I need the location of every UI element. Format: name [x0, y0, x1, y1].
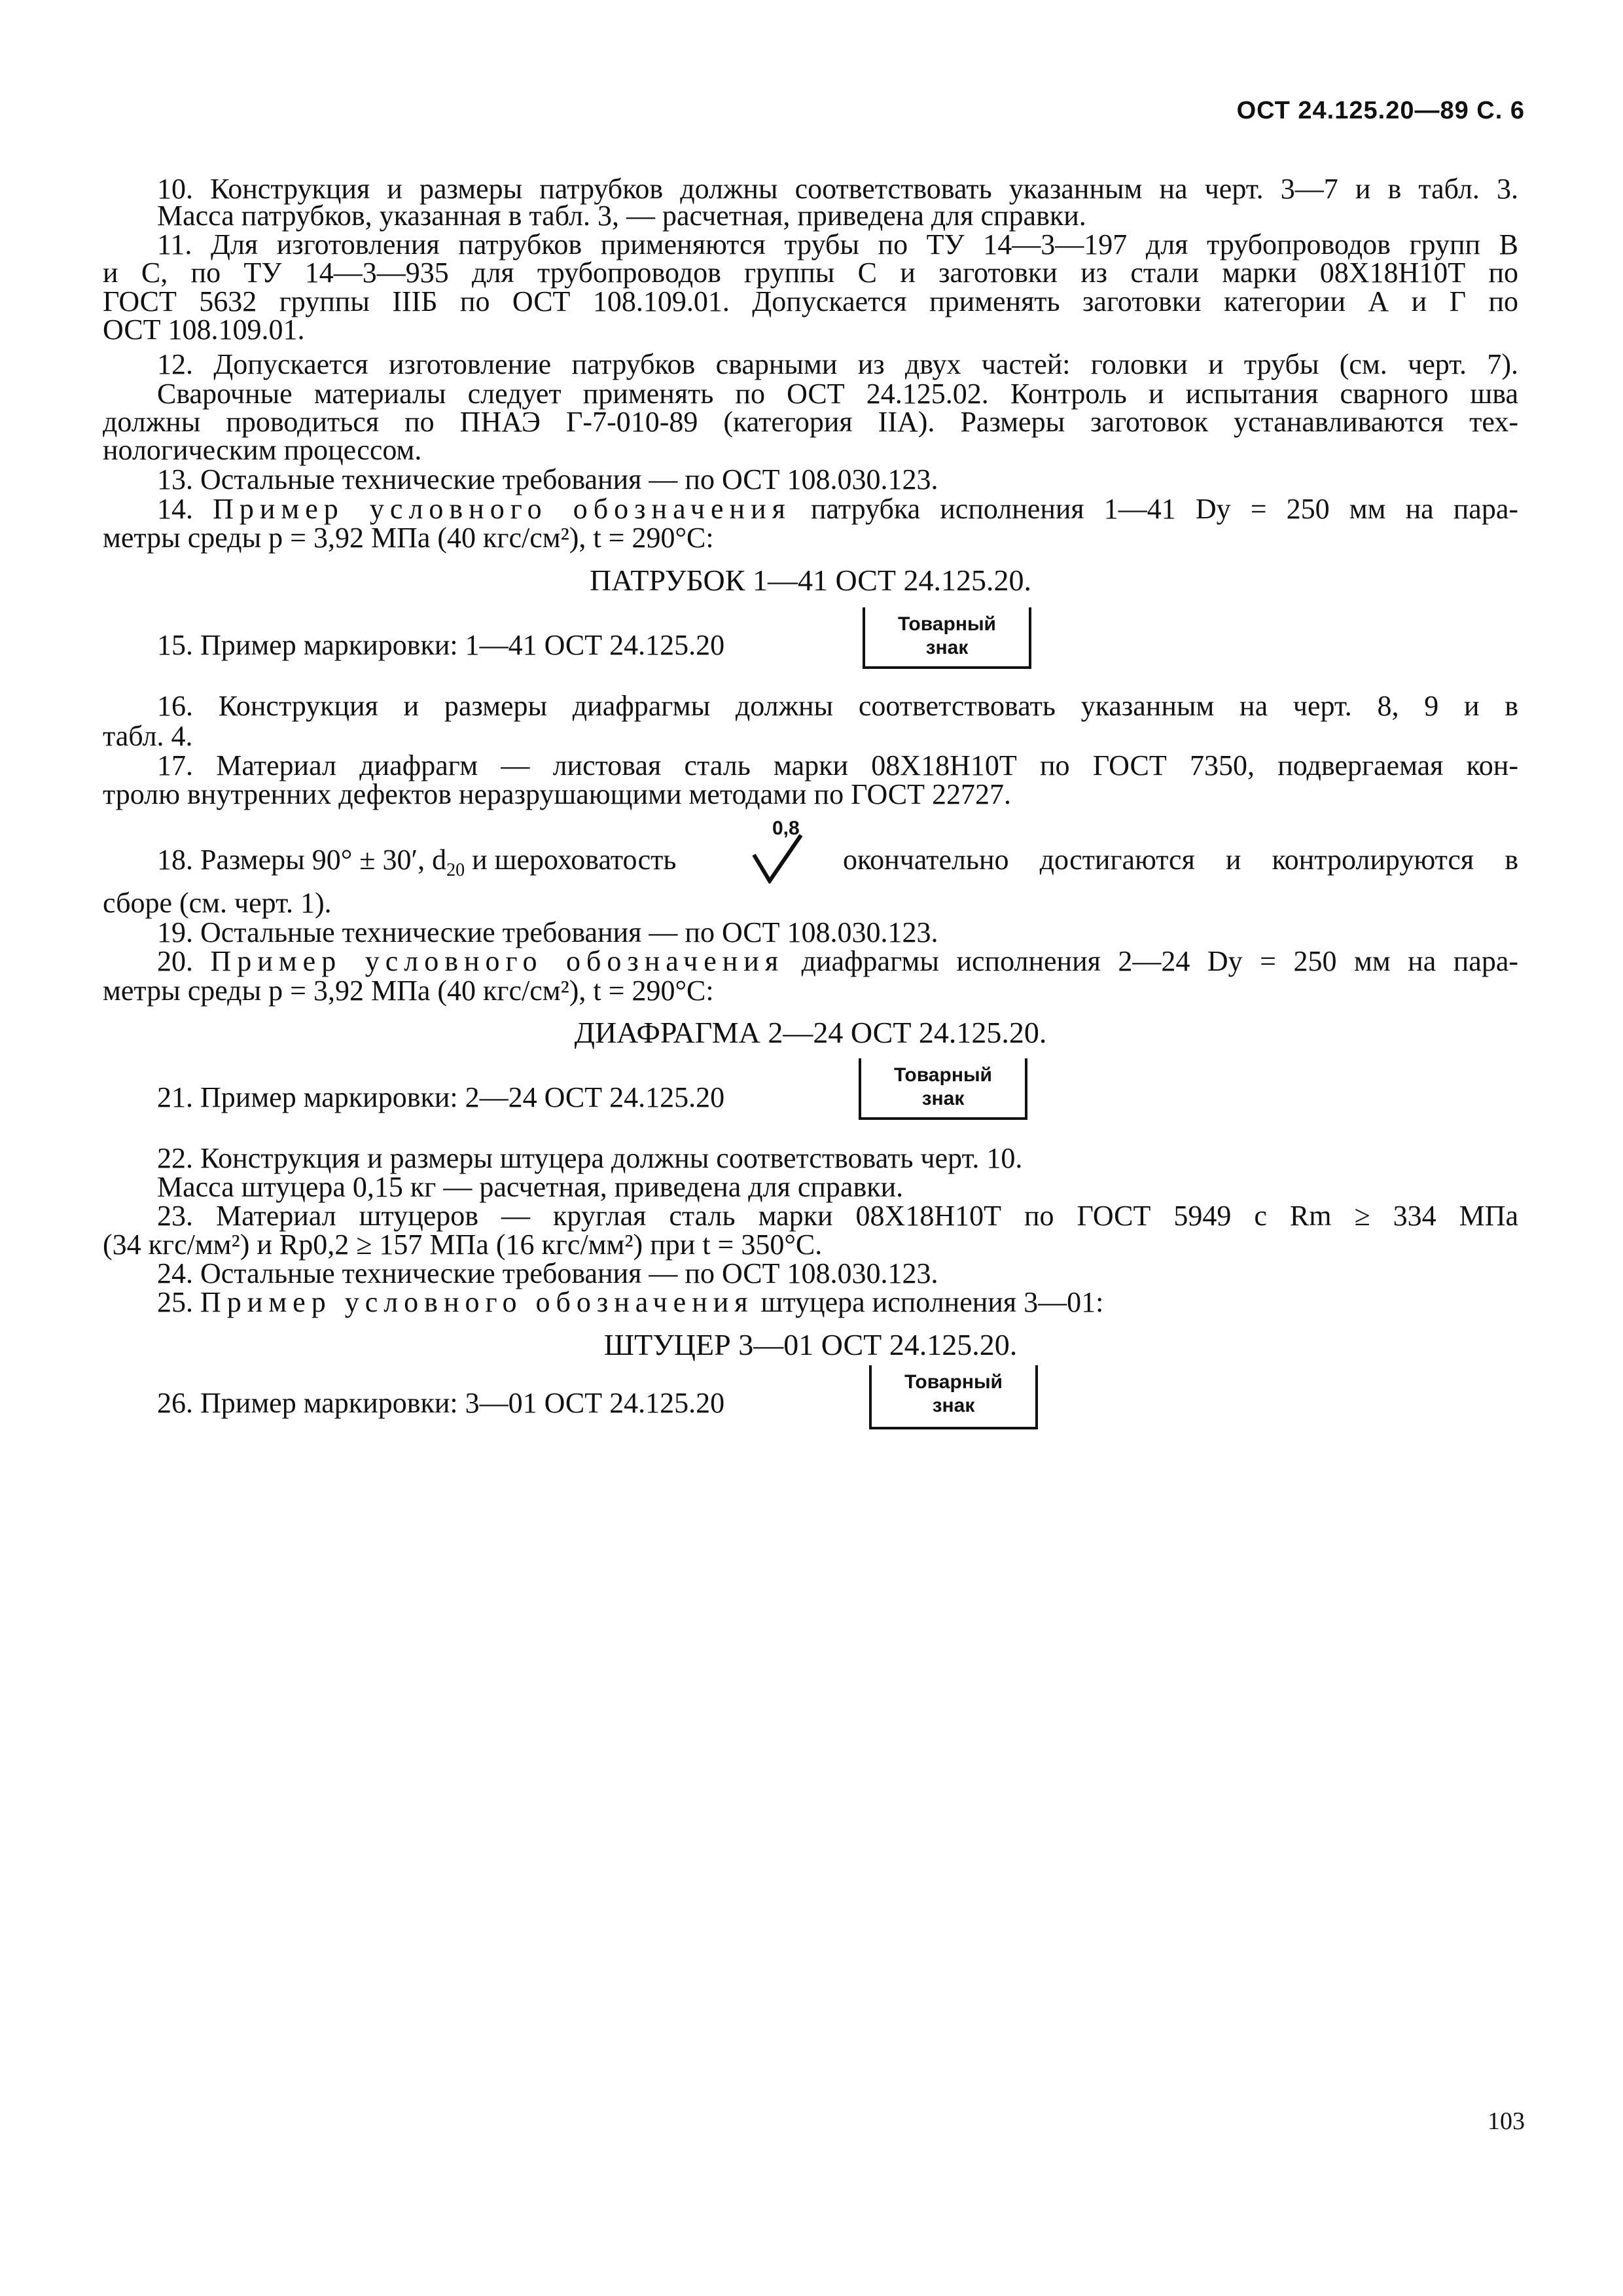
- paragraph-17-line1: 17. Материал диафрагм — листовая сталь марки 08Х18Н10Т по ГОСТ 7350, подвергаемая кон-: [157, 749, 1518, 781]
- paragraph-12-line4: нологическим процессом.: [103, 434, 422, 466]
- paragraph-13: 13. Остальные технические требования — по ОСТ 108.030.123.: [157, 463, 938, 495]
- paragraph-25-number: 25.: [157, 1286, 193, 1318]
- paragraph-11-line3: ГОСТ 5632 группы IIIБ по ОСТ 108.109.01. Допускается применять заготовки категории А и Г по: [103, 285, 1518, 317]
- paragraph-12-line3: должны проводиться по ПНАЭ Г-7-010-89 (категория IIА). Размеры заготовок устанавливаются тех-: [103, 406, 1518, 438]
- paragraph-21: 21. Пример маркировки: 2—24 ОСТ 24.125.20: [157, 1081, 725, 1113]
- paragraph-16-line2: табл. 4.: [103, 720, 193, 752]
- paragraph-20-spaced-text: Пример условного обозначения: [210, 945, 785, 977]
- paragraph-14-line1: [157, 493, 1518, 525]
- paragraph-14-number: 14.: [157, 493, 193, 525]
- paragraph-25: [157, 1287, 1103, 1318]
- trademark-box-2-line2: знак: [921, 1088, 965, 1109]
- designation-shtutser: ШТУЦЕР 3—01 ОСТ 24.125.20.: [603, 1328, 1018, 1361]
- paragraph-16-line1: 16. Конструкция и размеры диафрагмы должны соответствовать указанным на черт. 8, 9 и в: [157, 690, 1518, 722]
- page-number: 103: [1488, 2108, 1525, 2135]
- paragraph-18-line1-part1: [157, 844, 677, 880]
- paragraph-14-rest: патрубка исполнения 1—41 Dу = 250 мм на пара-: [810, 493, 1519, 525]
- paragraph-11-line2: и С, по ТУ 14—3—935 для трубопроводов группы С и заготовки из стали марки 08Х18Н10Т по: [103, 257, 1518, 289]
- paragraph-24: 24. Остальные технические требования — по ОСТ 108.030.123.: [157, 1257, 938, 1289]
- paragraph-12-line2: Сварочные материалы следует применять по ОСТ 24.125.02. Контроль и испытания сварного шва: [157, 378, 1518, 410]
- paragraph-14-line2: метры среды p = 3,92 МПа (40 кгс/см²), t = 290°C:: [103, 522, 714, 554]
- paragraph-18-text-a: 18. Размеры 90° ± 30′, d: [157, 844, 447, 876]
- trademark-box-2-line1: Товарный: [894, 1064, 992, 1086]
- trademark-box-1: [863, 607, 1031, 669]
- paragraph-26: 26. Пример маркировки: 3—01 ОСТ 24.125.20: [157, 1387, 725, 1419]
- paragraph-19: 19. Остальные технические требования — по ОСТ 108.030.123.: [157, 916, 938, 948]
- trademark-box-3-line1: Товарный: [904, 1371, 1003, 1393]
- paragraph-20-line2: метры среды p = 3,92 МПа (40 кгс/см²), t = 290°C:: [103, 975, 714, 1007]
- paragraph-12-line1: 12. Допускается изготовление патрубков сварными из двух частей: головки и трубы (см. черт. 7).: [157, 348, 1518, 380]
- trademark-box-3: [869, 1365, 1038, 1429]
- paragraph-15: 15. Пример маркировки: 1—41 ОСТ 24.125.20: [157, 629, 725, 661]
- paragraph-22-line1: 22. Конструкция и размеры штуцера должны соответствовать черт. 10.: [157, 1142, 1023, 1174]
- paragraph-14-spaced-text: Пример условного обозначения: [213, 493, 791, 525]
- paragraph-11-line4: ОСТ 108.109.01.: [103, 314, 305, 346]
- paragraph-20-rest: диафрагмы исполнения 2—24 Dу = 250 мм на пара-: [801, 945, 1519, 977]
- paragraph-18-line2: сборе (см. черт. 1).: [103, 887, 332, 919]
- paragraph-17-line2: тролю внутренних дефектов неразрушающими методами по ГОСТ 22727.: [103, 778, 1011, 810]
- paragraph-23-line2: (34 кгс/мм²) и Rp0,2 ≥ 157 МПа (16 кгс/мм²) при t = 350°C.: [103, 1229, 823, 1261]
- paragraph-10-line2: Масса патрубков, указанная в табл. 3, — расчетная, приведена для справки.: [157, 200, 1086, 232]
- page-header: ОСТ 24.125.20—89 С. 6: [1236, 97, 1525, 124]
- paragraph-20-line1: [157, 946, 1518, 977]
- designation-patrubok: ПАТРУБОК 1—41 ОСТ 24.125.20.: [589, 564, 1032, 597]
- roughness-value: 0,8: [772, 817, 800, 839]
- paragraph-10-line1: 10. Конструкция и размеры патрубков должны соответствовать указанным на черт. 3—7 и в табл. 3.: [157, 173, 1518, 205]
- paragraph-18-text-b: и шероховатость: [465, 844, 677, 876]
- trademark-box-3-line2: знак: [932, 1395, 975, 1416]
- designation-diafragma: ДИАФРАГМА 2—24 ОСТ 24.125.20.: [574, 1016, 1047, 1049]
- trademark-box-1-line1: Товарный: [898, 613, 996, 635]
- paragraph-22-line2: Масса штуцера 0,15 кг — расчетная, приведена для справки.: [157, 1171, 904, 1203]
- paragraph-20-number: 20.: [157, 945, 193, 977]
- trademark-box-2: [859, 1058, 1027, 1120]
- roughness-check-icon: [750, 833, 805, 884]
- paragraph-18-line1-part2: окончательно достигаются и контролируются в: [843, 844, 1518, 876]
- paragraph-25-rest: штуцера исполнения 3—01:: [760, 1286, 1104, 1318]
- paragraph-18-subscript: 20: [446, 859, 465, 880]
- paragraph-23-line1: 23. Материал штуцеров — круглая сталь марки 08Х18Н10Т по ГОСТ 5949 с Rm ≥ 334 МПа: [157, 1200, 1518, 1232]
- paragraph-11-line1: 11. Для изготовления патрубков применяются трубы по ТУ 14—3—197 для трубопроводов групп В: [157, 228, 1518, 260]
- paragraph-25-spaced-text: Пример условного обозначения: [200, 1286, 754, 1318]
- trademark-box-1-line2: знак: [925, 637, 969, 658]
